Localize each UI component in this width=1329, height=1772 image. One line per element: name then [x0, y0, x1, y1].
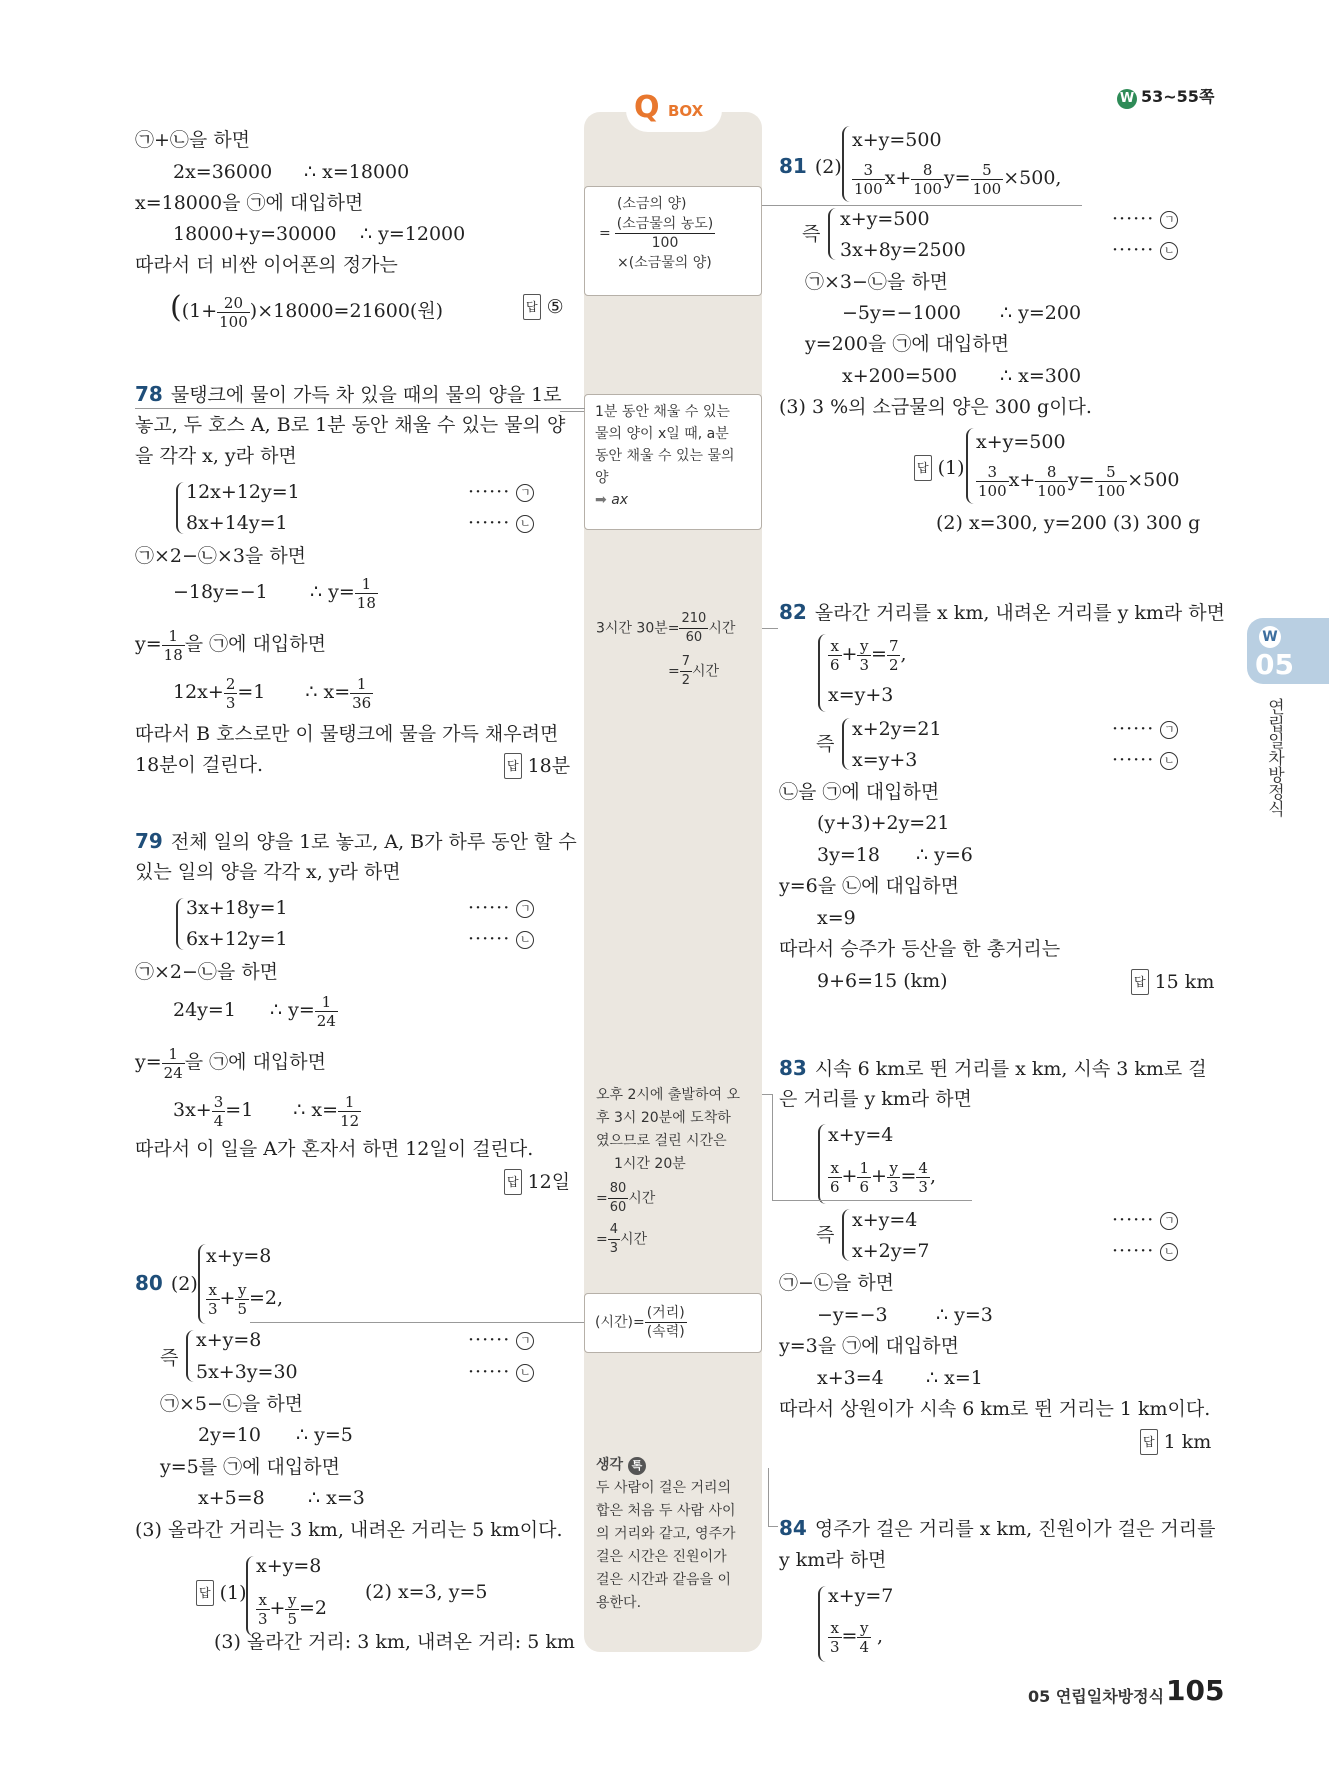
brace	[818, 634, 826, 712]
frac-den: 24	[163, 1063, 183, 1082]
therefore: ∴ x=	[305, 681, 351, 703]
p78-line5a: −18y=−1	[173, 581, 268, 603]
p79-answer-value: 12일	[527, 1171, 571, 1193]
frac-den: 6	[830, 1177, 840, 1196]
w-badge-icon: W	[1117, 89, 1137, 109]
frac-num: 5	[971, 161, 1004, 180]
qbox-logo	[626, 88, 722, 132]
brace	[176, 482, 184, 534]
frac-den: 3	[859, 655, 870, 674]
frac-den: 5	[287, 1609, 298, 1628]
p77-answer	[523, 294, 564, 320]
footer-chapter: 05 연립일차방정식	[1028, 1687, 1165, 1706]
p82-system1: $\frac{x}{6}$ + $\frac{y}{3}$ = $\frac{7}{2}$ ,	[830, 636, 907, 674]
expr: =2	[299, 1597, 328, 1619]
note-water-line4: 양	[595, 470, 609, 486]
unit-label: 시간	[692, 663, 720, 680]
frac-num: y	[887, 1159, 901, 1178]
expr: 12x+	[173, 681, 224, 703]
think-line3: 의 거리와 같고, 영주가	[596, 1526, 736, 1542]
frac-den: 100	[219, 312, 248, 331]
p80-answer3: (3) 올라간 거리: 3 km, 내려온 거리: 5 km	[214, 1631, 575, 1653]
p79-line8: 따라서 이 일을 A가 혼자서 하면 12일이 걸린다.	[135, 1138, 534, 1160]
eq-label-2: ······ ㄴ	[1112, 748, 1178, 772]
p77-line3: x=18000을 ㉠에 대입하면	[135, 192, 364, 214]
answer-icon: 답	[1131, 969, 1149, 995]
p78-line7	[173, 672, 373, 712]
p84-text2: y km라 하면	[779, 1549, 887, 1571]
p80-answer2: (2) x=3, y=5	[365, 1581, 488, 1603]
frac-den: 60	[685, 630, 703, 645]
frac-den: 36	[352, 693, 372, 712]
eq-label-1: ······ ㄱ	[1112, 1208, 1178, 1232]
p78-line8: 따라서 B 호스로만 이 물탱크에 물을 가득 채우려면	[135, 723, 559, 745]
frac-den: 3	[609, 1241, 619, 1256]
p78-underline	[135, 408, 585, 409]
note-water-line3: 동안 채울 수 있는 물의	[595, 448, 735, 464]
frac-num: (거리)	[646, 1305, 685, 1321]
p78-text2: 놓고, 두 호스 A, B로 1분 동안 채울 수 있는 물의 양	[135, 414, 566, 436]
p81-system1: x+y=500	[852, 129, 942, 151]
lightbulb-icon: 톡	[628, 1457, 646, 1475]
p80-line6: y=5를 ㉠에 대입하면	[160, 1456, 340, 1478]
p82-line6a: 3y=18	[817, 844, 880, 866]
connector-line	[768, 1468, 769, 1526]
frac-num: 7	[680, 653, 692, 672]
p77-line2a: 2x=36000	[173, 161, 273, 183]
expr: 3x+	[173, 1099, 212, 1121]
think-line5: 걸은 시간과 같음을 이	[596, 1572, 732, 1588]
p78-eq1: 12x+12y=1	[186, 481, 300, 503]
frac-num: 1	[350, 675, 373, 694]
frac-den: 3	[830, 1637, 840, 1656]
note-salt-denominator: 100	[651, 235, 679, 251]
elapsed-line3: 였으므로 걸린 시간은	[596, 1133, 727, 1149]
unit-label: 시간	[628, 1190, 656, 1207]
brace	[842, 718, 850, 770]
p78-answer-value: 18분	[527, 755, 571, 777]
p83-text1	[779, 1056, 1207, 1081]
p80-answer-eq2: $\frac{x}{3}$ + $\frac{y}{5}$ =2	[258, 1590, 328, 1628]
p82-line9: 따라서 승주가 등산을 한 총거리는	[779, 938, 1061, 960]
frac-num: x	[206, 1281, 220, 1300]
frac-den: 100	[978, 481, 1007, 500]
frac-num: 20	[217, 294, 250, 313]
p83-line5a: −y=−3	[817, 1304, 888, 1326]
frac-den: 4	[859, 1637, 870, 1656]
frac-num: 1	[338, 1093, 361, 1112]
frac-den: 18	[163, 645, 183, 664]
brace	[818, 1586, 826, 1662]
note-water-rate	[584, 394, 762, 530]
think-line4: 걸은 시간은 진원이가	[596, 1549, 727, 1565]
frac-num: x	[256, 1591, 270, 1610]
frac-num: 3	[213, 1092, 224, 1111]
expr: =1	[237, 681, 266, 703]
qbox-time-conversion	[596, 610, 766, 690]
p83-line7a: x+3=4	[817, 1367, 884, 1389]
p83-answer	[1140, 1429, 1211, 1455]
answer-icon: 답	[504, 753, 522, 779]
qbox-logo-text: BOX	[668, 102, 704, 120]
problem-number: 81	[779, 154, 807, 178]
p78-line4: ㉠×2−㉡×3을 하면	[135, 545, 307, 567]
chapter-vertical-title: 연립일차방정식	[1264, 698, 1284, 817]
page-range-header	[1117, 84, 1214, 109]
frac-num: 1	[162, 627, 185, 646]
connector-line	[772, 1200, 972, 1201]
p82-text1-body: 올라간 거리를 x km, 내려온 거리를 y km라 하면	[814, 602, 1226, 624]
p78-line6-lead: y=	[135, 633, 162, 655]
frac-num: 4	[608, 1221, 620, 1240]
p80-line4: ㉠×5−㉡을 하면	[160, 1393, 304, 1415]
p83-line8: 따라서 상원이가 시속 6 km로 뛴 거리는 1 km이다.	[779, 1398, 1211, 1420]
part-label: (1)	[937, 457, 965, 479]
p79-line6-lead: y=	[135, 1051, 162, 1073]
p84-text1	[779, 1516, 1215, 1541]
p79-answer	[504, 1169, 570, 1195]
frac-den: 6	[859, 1177, 870, 1196]
part-label: (2)	[814, 156, 842, 178]
p79-line4: ㉠×2−㉡을 하면	[135, 961, 279, 983]
equals-sign: =	[668, 663, 680, 680]
note-water-line5: ax	[611, 492, 629, 508]
p77-line6-lead: (1+	[181, 300, 218, 322]
p82-line10: 9+6=15 (km)	[817, 970, 948, 992]
frac-num: x	[828, 1619, 842, 1638]
p79-eq1: 3x+18y=1	[186, 897, 288, 919]
brace	[198, 1244, 206, 1324]
p84-system2: $\frac{x}{3}$ = $\frac{y}{4}$ ,	[830, 1618, 884, 1656]
page-number: 105	[1166, 1674, 1225, 1707]
p78-text1-body: 물탱크에 물이 가득 차 있을 때의 물의 양을 1로	[170, 384, 562, 406]
brace	[818, 1124, 826, 1204]
unit-label: 시간	[620, 1231, 648, 1248]
p81-line5b: ∴ y=200	[1000, 302, 1082, 324]
p78-text1	[135, 382, 562, 407]
arrow-right-icon: ➡	[595, 492, 607, 508]
qbox-elapsed-time: 오후 2시에 출발하여 오 후 3시 20분에 도착하 였으므로 걸린 시간은 1시간 20분 = $\frac{80}{60}$ 시간 = $\frac{4}{3}$ 시간	[596, 1084, 766, 1258]
frac-den: 3	[208, 1299, 218, 1318]
eq-label-2: ······ ㄴ	[468, 1360, 534, 1384]
frac-num: 8	[1035, 463, 1068, 482]
brace	[186, 1330, 194, 1382]
p83-line6: y=3을 ㉠에 대입하면	[779, 1335, 959, 1357]
elapsed-line2: 후 3시 20분에 도착하	[596, 1110, 731, 1126]
p80-eq1: x+y=8	[196, 1329, 262, 1351]
frac-den: 100	[913, 179, 942, 198]
note-salt-formula: (소금의 양) = $\frac{\text{(소금물의 농도)}}{100}$ ×(소금물의 양)	[584, 186, 762, 296]
p81-line7a: x+200=500	[842, 365, 958, 387]
frac-den: 100	[972, 179, 1002, 198]
frac-num: 1	[315, 993, 338, 1012]
frac-den: 6	[830, 655, 840, 674]
p82-line6b: ∴ y=6	[916, 844, 973, 866]
p80-line8: (3) 올라간 거리는 3 km, 내려온 거리는 5 km이다.	[135, 1519, 563, 1541]
p79-text2: 있는 일의 양을 각각 x, y라 하면	[135, 861, 401, 883]
p79-line7	[173, 1090, 361, 1130]
answer-icon: 답	[1140, 1429, 1158, 1455]
note-salt-numerator: (소금물의 농도)	[616, 216, 714, 232]
connector-line	[560, 411, 584, 412]
problem-number: 78	[135, 382, 163, 406]
part-label: (2)	[170, 1273, 198, 1295]
frac-den: (속력)	[646, 1324, 685, 1340]
connector-line	[762, 1094, 772, 1095]
think-line6: 용한다.	[596, 1595, 642, 1611]
p80-line5b: ∴ y=5	[296, 1424, 353, 1446]
eq-label-2: ······ ㄴ	[468, 927, 534, 951]
p80-line7a: x+5=8	[198, 1487, 265, 1509]
p78-line6	[135, 624, 326, 664]
frac-den: 3	[258, 1609, 268, 1628]
therefore: ∴ x=	[293, 1099, 339, 1121]
p83-eq2: x+2y=7	[852, 1240, 930, 1262]
connector-line	[772, 1094, 773, 1200]
think-line1: 두 사람이 걸은 거리의	[596, 1480, 732, 1496]
p77-line1: ㉠+㉡을 하면	[135, 129, 251, 151]
p82-eq1: x+2y=21	[852, 718, 942, 740]
elapsed-line1: 오후 2시에 출발하여 오	[596, 1087, 740, 1103]
time-conversion-label: 3시간 30분=	[596, 620, 680, 637]
expr: ×500	[1003, 167, 1056, 189]
p80-system2: $\frac{x}{3}$ + $\frac{y}{5}$ =2,	[208, 1280, 284, 1318]
unit-label: 시간	[708, 620, 736, 637]
p84-system1: x+y=7	[828, 1585, 894, 1607]
frac-den: 3	[888, 1177, 899, 1196]
chapter-tab[interactable]	[1247, 618, 1329, 684]
p81-line6: y=200을 ㉠에 대입하면	[805, 333, 1010, 355]
frac-num: 4	[918, 1158, 928, 1177]
frac-den: 12	[340, 1111, 360, 1130]
frac-num: y	[235, 1281, 249, 1300]
time-formula-label: (시간)=	[595, 1314, 645, 1331]
p82-line7: y=6을 ㉡에 대입하면	[779, 875, 959, 897]
frac-num: 2	[225, 674, 236, 693]
brace	[842, 1209, 850, 1261]
brace	[828, 208, 836, 260]
p79-line5b	[270, 990, 338, 1030]
p82-system2: x=y+3	[828, 684, 894, 706]
p84-text1-body: 영주가 걸은 거리를 x km, 진원이가 걸은 거리를	[814, 1518, 1216, 1540]
p82-eq2: x=y+3	[852, 749, 918, 771]
p82-text1	[779, 600, 1225, 625]
frac-den: 100	[1037, 481, 1066, 500]
connector-line	[768, 1526, 778, 1527]
p81-eq2: 3x+8y=2500	[840, 239, 966, 261]
p83-system2: $\frac{x}{6}$ + $\frac{1}{6}$ + $\frac{y}{3}$ = $\frac{4}{3}$ ,	[830, 1158, 936, 1196]
think-line2: 합은 처음 두 사람 사이	[596, 1503, 736, 1519]
p81-answer-eq1: x+y=500	[976, 431, 1066, 453]
p83-line5b: ∴ y=3	[936, 1304, 993, 1326]
note-salt-line4: ×(소금물의 양)	[617, 255, 712, 271]
p81-system2: $\frac{3}{100}$ x+ $\frac{8}{100}$ y= $\frac{5}{100}$ ×500,	[854, 160, 1062, 198]
frac-den: 60	[609, 1200, 627, 1215]
p83-answer-value: 1 km	[1163, 1431, 1212, 1453]
p81-answer1	[914, 455, 965, 481]
frac-num: 1	[355, 575, 378, 594]
p79-text1	[135, 829, 577, 854]
therefore: ∴ y=	[270, 999, 315, 1021]
p80-line7b: ∴ x=3	[308, 1487, 365, 1509]
frac-num: y	[857, 1619, 871, 1638]
p81-header	[779, 154, 842, 179]
p81-line7b: ∴ x=300	[1000, 365, 1082, 387]
p83-text2: 은 거리를 y km라 하면	[779, 1088, 972, 1110]
problem-number: 79	[135, 829, 163, 853]
p78-line9: 18분이 걸린다.	[135, 754, 264, 776]
frac-num: 1	[859, 1158, 870, 1177]
p77-line6-tail: )×18000=21600(원)	[249, 300, 444, 322]
eq-label-2: ······ ㄴ	[1112, 238, 1178, 262]
p80-line5a: 2y=10	[198, 1424, 261, 1446]
p82-line4: ㉡을 ㉠에 대입하면	[779, 781, 940, 803]
p83-jeuk: 즉	[816, 1224, 835, 1246]
connector-line	[250, 1322, 584, 1323]
p79-line6-tail: 을 ㉠에 대입하면	[184, 1051, 326, 1073]
p81-jeuk: 즉	[802, 223, 821, 245]
problem-number: 84	[779, 1516, 807, 1540]
p82-line8: x=9	[817, 907, 856, 929]
q-logo-icon: Q	[634, 90, 660, 125]
frac-num: y	[285, 1591, 299, 1610]
elapsed-line4: 1시간 20분	[614, 1156, 686, 1172]
eq-label-1: ······ ㄱ	[468, 480, 534, 504]
answer-icon: 답	[523, 294, 541, 320]
therefore: ∴ y=	[310, 581, 355, 603]
p80-system1: x+y=8	[206, 1245, 272, 1267]
frac-num: 8	[911, 161, 944, 180]
frac-den: 5	[237, 1299, 248, 1318]
p77-line6: ((1+ $\frac{20}{100}$ )×18000=21600(원)	[170, 290, 444, 331]
eq-label-1: ······ ㄱ	[1112, 207, 1178, 231]
p77-line2b: ∴ x=18000	[304, 161, 410, 183]
p82-line5: (y+3)+2y=21	[817, 812, 950, 834]
p81-line4: ㉠×3−㉡을 하면	[805, 271, 949, 293]
brace	[246, 1556, 254, 1636]
p78-answer	[504, 753, 570, 779]
p81-line8: (3) 3 %의 소금물의 양은 300 g이다.	[779, 396, 1092, 418]
problem-number: 80	[135, 1271, 163, 1295]
p81-answer-eq2: $\frac{3}{100}$ x+ $\frac{8}{100}$ y= $\frac{5}{100}$ ×500	[978, 462, 1180, 500]
p81-eq1: x+y=500	[840, 208, 930, 230]
expr: =2	[249, 1287, 278, 1309]
frac-num: 3	[976, 463, 1009, 482]
connector-line	[762, 205, 1082, 206]
p79-text1-body: 전체 일의 양을 1로 놓고, A, B가 하루 동안 할 수	[170, 831, 577, 853]
p81-line5a: −5y=−1000	[842, 302, 961, 324]
frac-num: x	[828, 1159, 842, 1178]
connector-line	[762, 628, 778, 629]
p83-eq1: x+y=4	[852, 1209, 918, 1231]
answer-icon: 답	[504, 1169, 522, 1195]
eq-label-1: ······ ㄱ	[468, 1328, 534, 1352]
p82-answer-value: 15 km	[1154, 971, 1215, 993]
expr: =1	[225, 1099, 254, 1121]
p78-eq2: 8x+14y=1	[186, 512, 288, 534]
p77-line4a: 18000+y=30000	[173, 223, 337, 245]
frac-num: 7	[888, 636, 899, 655]
eq-label-1: ······ ㄱ	[468, 896, 534, 920]
p83-system1: x+y=4	[828, 1124, 894, 1146]
p82-answer	[1131, 969, 1214, 995]
p83-line7b: ∴ x=1	[926, 1367, 983, 1389]
p77-line4b: ∴ y=12000	[360, 223, 466, 245]
page-range: 53~55쪽	[1141, 87, 1215, 106]
eq-label-1: ······ ㄱ	[1112, 717, 1178, 741]
part-label: (1)	[219, 1582, 247, 1604]
qbox-column	[584, 112, 762, 1652]
frac-num: x	[828, 637, 842, 656]
note-water-line1: 1분 동안 채울 수 있는	[595, 404, 730, 420]
frac-num: y	[857, 637, 871, 656]
brace	[966, 428, 974, 504]
p77-line5: 따라서 더 비싼 이어폰의 정가는	[135, 254, 398, 276]
eq-label-2: ······ ㄴ	[1112, 1239, 1178, 1263]
frac-num: 210	[679, 610, 708, 629]
frac-den: 18	[356, 593, 376, 612]
chapter-number: 05	[1255, 648, 1294, 681]
p82-jeuk: 즉	[816, 733, 835, 755]
qbox-think-tip	[596, 1454, 766, 1615]
p83-line4: ㉠−㉡을 하면	[779, 1272, 895, 1294]
p79-line6	[135, 1042, 326, 1082]
p78-text3: 을 각각 x, y라 하면	[135, 445, 297, 467]
brace	[842, 126, 850, 202]
p80-jeuk: 즉	[160, 1347, 179, 1369]
problem-number: 82	[779, 600, 807, 624]
frac-den: 4	[213, 1111, 224, 1130]
p81-answer2: (2) x=300, y=200 (3) 300 g	[936, 512, 1201, 534]
brace	[176, 898, 184, 950]
problem-number: 83	[779, 1056, 807, 1080]
frac-den: 2	[681, 673, 691, 688]
frac-den: 24	[316, 1011, 336, 1030]
p80-answer1	[196, 1580, 247, 1606]
w-badge-icon: W	[1259, 626, 1281, 648]
p79-line5a: 24y=1	[173, 999, 236, 1021]
p78-line6-tail: 을 ㉠에 대입하면	[184, 633, 326, 655]
frac-den: 100	[854, 179, 883, 198]
note-water-line2: 물의 양이 x일 때, a분	[595, 426, 729, 442]
p80-eq2: 5x+3y=30	[196, 1361, 298, 1383]
frac-den: 100	[1096, 481, 1126, 500]
frac-num: 5	[1095, 463, 1128, 482]
answer-icon: 답	[196, 1580, 214, 1606]
p78-line5b	[310, 572, 378, 612]
frac-den: 2	[888, 655, 899, 674]
expr: ×500	[1127, 469, 1180, 491]
p83-text1-body: 시속 6 km로 뛴 거리를 x km, 시속 3 km로 걸	[814, 1058, 1207, 1080]
p77-answer-value: ⑤	[546, 296, 564, 318]
frac-den: 3	[918, 1177, 928, 1196]
frac-num: 80	[608, 1180, 629, 1199]
frac-den: 3	[225, 693, 236, 712]
frac-num: 3	[852, 161, 885, 180]
p80-header	[135, 1271, 198, 1296]
frac-num: 1	[162, 1045, 185, 1064]
note-salt-line1: (소금의 양)	[617, 196, 687, 212]
p79-eq2: 6x+12y=1	[186, 928, 288, 950]
think-title: 생각	[596, 1457, 624, 1473]
p80-answer-eq1: x+y=8	[256, 1555, 322, 1577]
answer-icon: 답	[914, 455, 932, 481]
eq-label-2: ······ ㄴ	[468, 511, 534, 535]
note-time-formula	[584, 1293, 762, 1353]
